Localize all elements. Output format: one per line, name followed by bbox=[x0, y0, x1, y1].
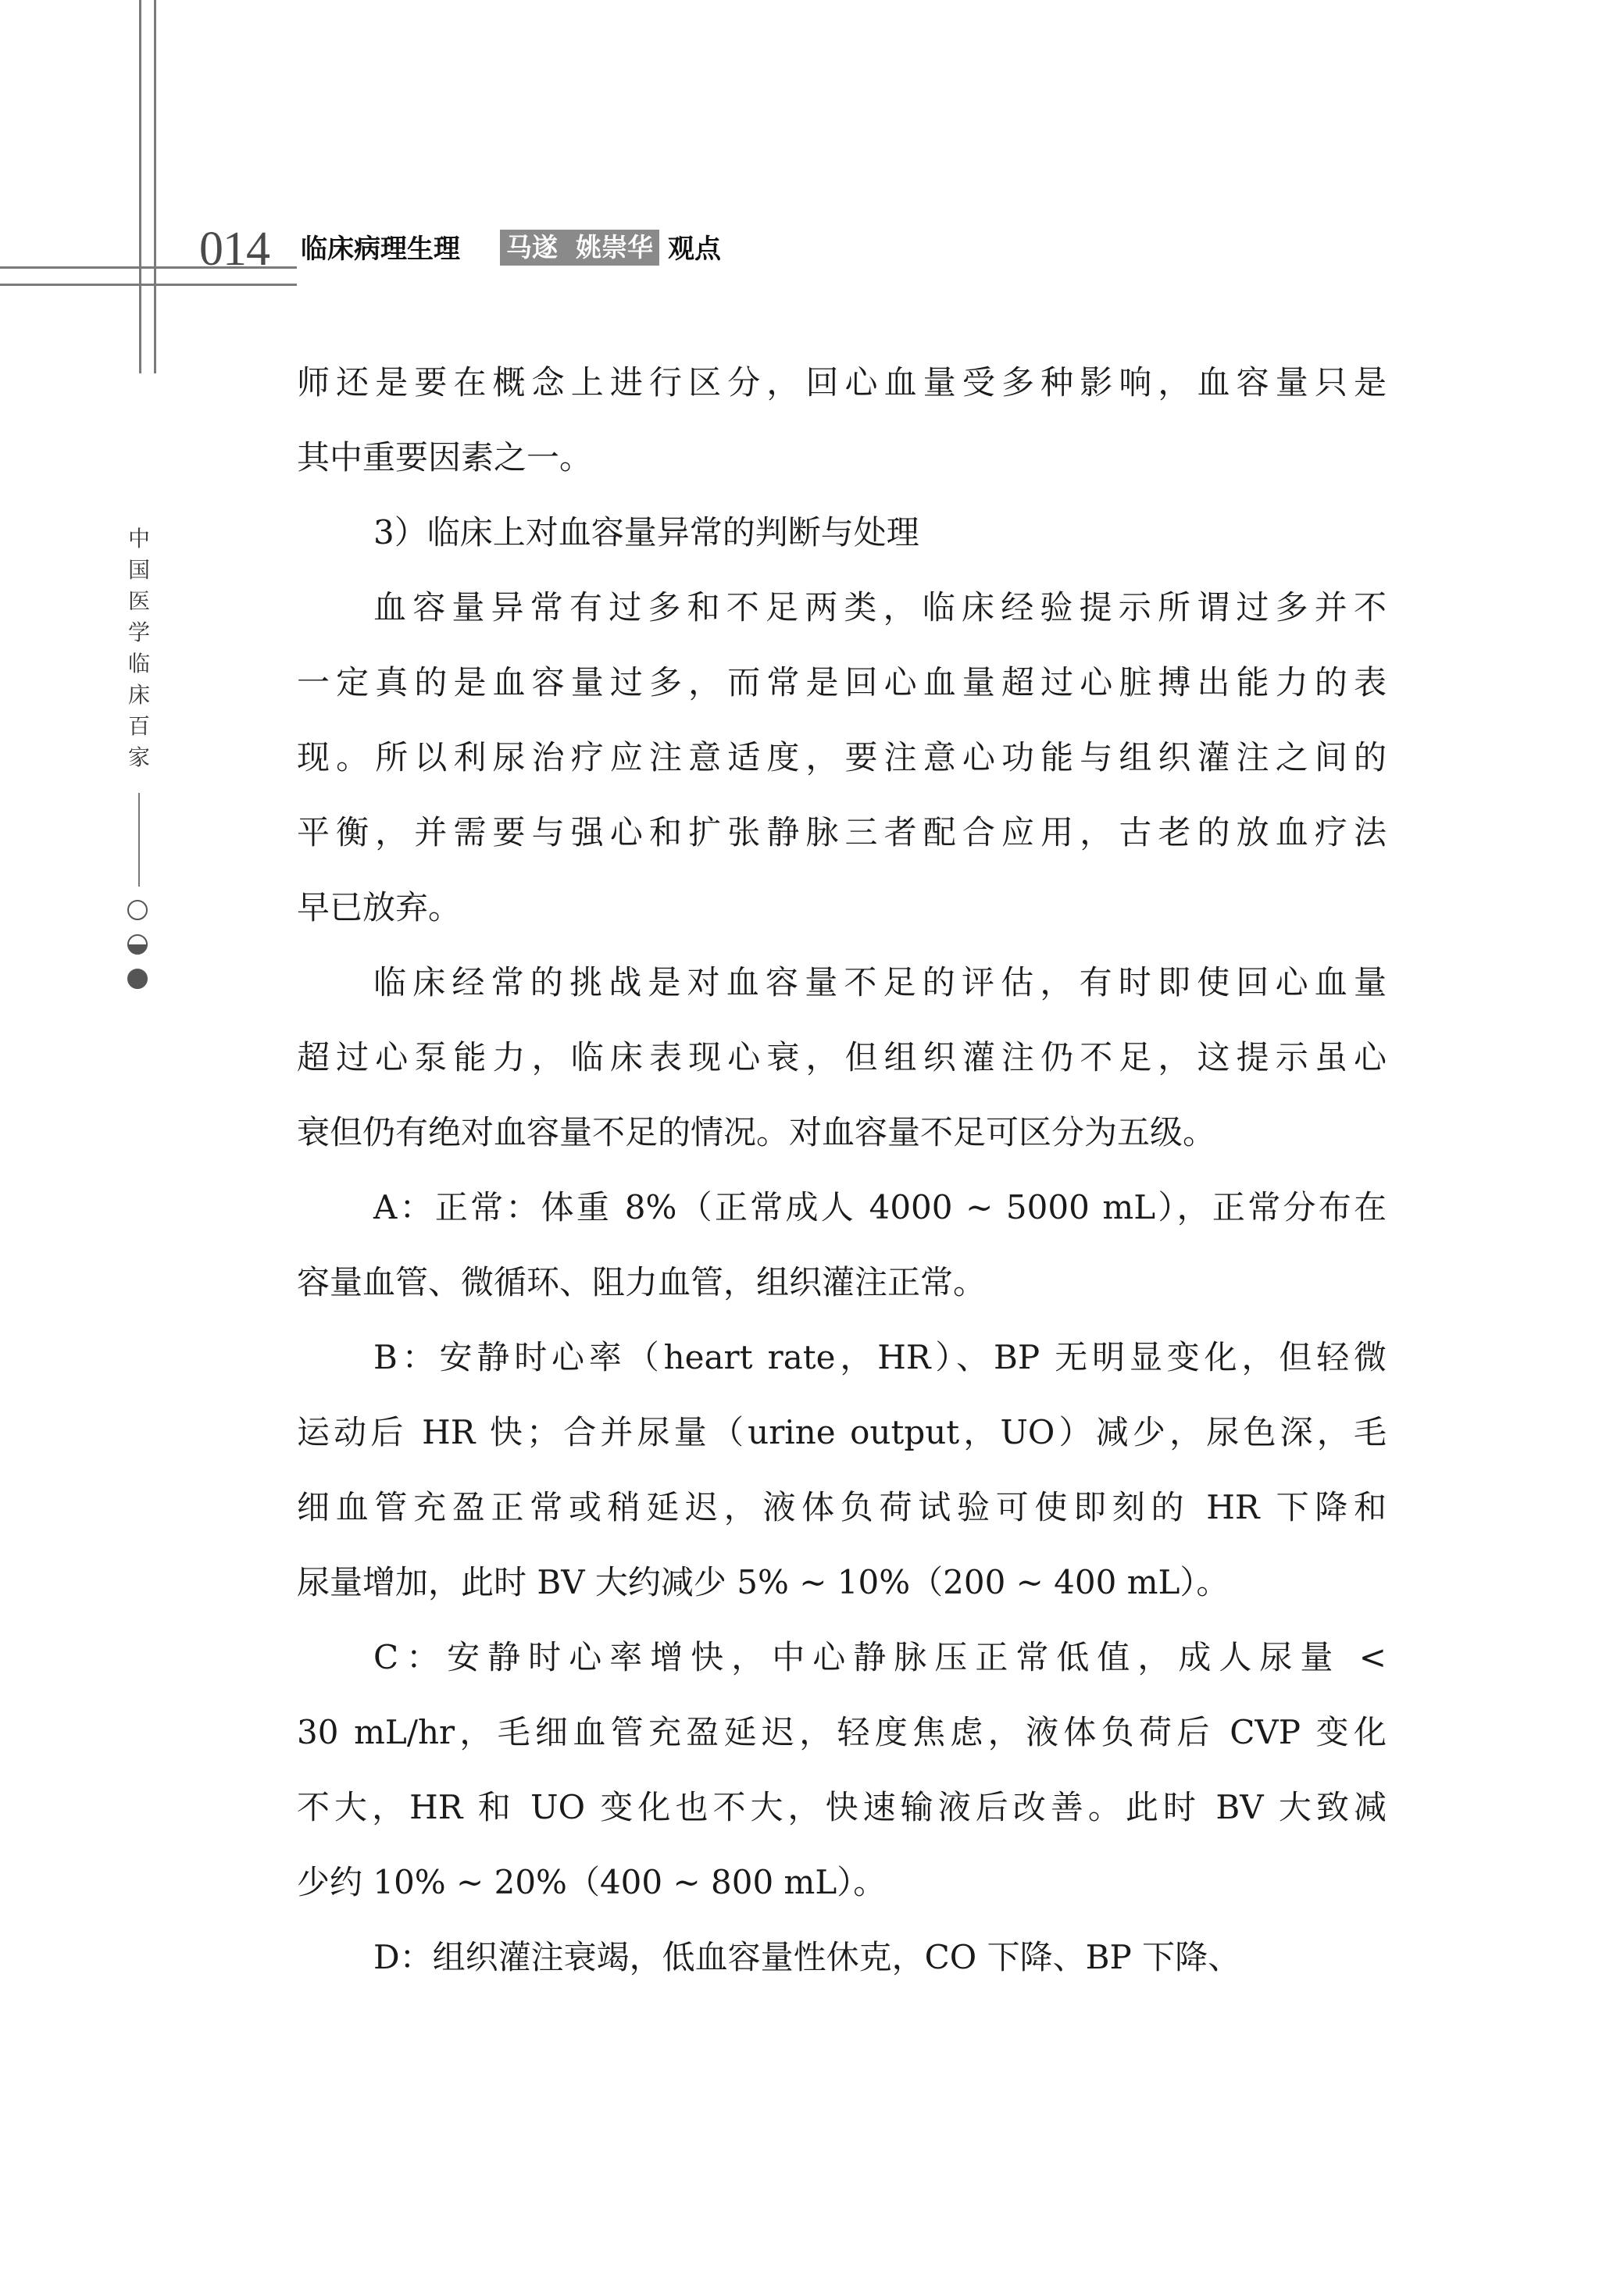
vertical-rule-inner bbox=[154, 0, 156, 373]
authors-badge: 马遂 姚崇华 bbox=[500, 230, 659, 266]
paragraph-line: 早已放弃。 bbox=[297, 888, 462, 926]
paragraph-line: 超过心泵能力，临床表现心衰，但组织灌注仍不足，这提示虽心 bbox=[297, 1038, 1387, 1076]
page-number: 014 bbox=[199, 223, 269, 276]
horizontal-rule-bottom bbox=[0, 284, 297, 286]
paragraph-line: 平衡，并需要与强心和扩张静脉三者配合应用，古老的放血疗法 bbox=[297, 813, 1387, 851]
running-header bbox=[199, 217, 1137, 281]
paragraph-line: 现。所以利尿治疗应注意适度，要注意心功能与组织灌注之间的 bbox=[297, 738, 1387, 776]
paragraph-line: 一定真的是血容量过多，而常是回心血量超过心脏搏出能力的表 bbox=[297, 663, 1387, 701]
side-divider-line bbox=[138, 793, 140, 887]
paragraph-line: 其中重要因素之一。 bbox=[297, 438, 593, 476]
paragraph-line: B：安静时心率（heart rate，HR）、BP 无明显变化，但轻微 bbox=[373, 1338, 1387, 1376]
paragraph-line: 运动后 HR 快；合并尿量（urine output，UO）减少，尿色深，毛 bbox=[297, 1413, 1387, 1451]
vertical-rule-outer bbox=[139, 0, 141, 373]
book-title: 临床病理生理 bbox=[301, 234, 460, 265]
paragraph-line: 衰但仍有绝对血容量不足的情况。对血容量不足可区分为五级。 bbox=[297, 1113, 1216, 1151]
paragraph-line: 不大，HR 和 UO 变化也不大，快速输液后改善。此时 BV 大致减 bbox=[297, 1788, 1387, 1826]
paragraph-line: 临床经常的挑战是对血容量不足的评估，有时即使回心血量 bbox=[373, 963, 1387, 1001]
filled-circle-icon bbox=[127, 969, 148, 989]
paragraph-line: 少约 10% ~ 20%（400 ~ 800 mL）。 bbox=[297, 1863, 887, 1901]
paragraph-line: C：安静时心率增快，中心静脉压正常低值，成人尿量 < bbox=[373, 1638, 1387, 1676]
paragraph-line: 尿量增加，此时 BV 大约减少 5% ~ 10%（200 ~ 400 mL）。 bbox=[297, 1563, 1230, 1601]
paragraph-line: 细血管充盈正常或稍延迟，液体负荷试验可使即刻的 HR 下降和 bbox=[297, 1488, 1387, 1526]
viewpoint-label: 观点 bbox=[668, 234, 721, 265]
body-text bbox=[297, 345, 1387, 1995]
paragraph-line: 师还是要在概念上进行区分，回心血量受多种影响，血容量只是 bbox=[297, 363, 1387, 402]
paragraph-line: 容量血管、微循环、阻力血管，组织灌注正常。 bbox=[297, 1263, 987, 1301]
paragraph-line: A：正常：体重 8%（正常成人 4000 ~ 5000 mL），正常分布在 bbox=[373, 1188, 1387, 1226]
empty-circle-icon bbox=[127, 900, 148, 920]
half-filled-circle-icon bbox=[127, 934, 148, 955]
series-side-label: 中国医学临床百家 bbox=[127, 526, 150, 770]
paragraph-line: D：组织灌注衰竭，低血容量性休克，CO 下降、BP 下降、 bbox=[373, 1938, 1241, 1976]
paragraph-line: 30 mL/hr，毛细血管充盈延迟，轻度焦虑，液体负荷后 CVP 变化 bbox=[297, 1713, 1387, 1751]
paragraph-line: 3）临床上对血容量异常的判断与处理 bbox=[373, 513, 919, 551]
paragraph-line: 血容量异常有过多和不足两类，临床经验提示所谓过多并不 bbox=[373, 588, 1387, 626]
